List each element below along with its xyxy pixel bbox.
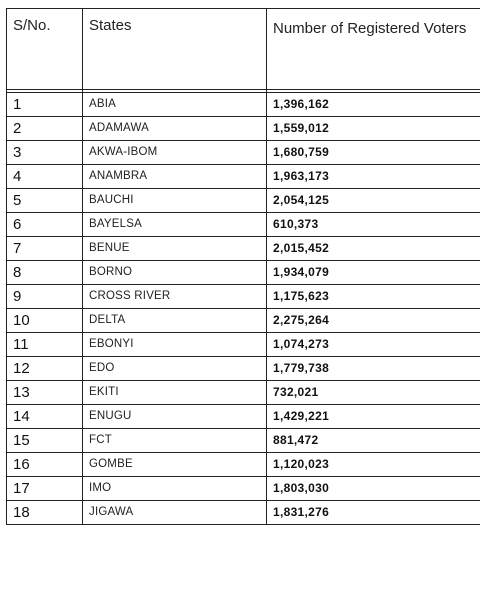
cell-state-text: JIGAWA	[89, 505, 134, 519]
header-sn-label: S/No.	[13, 17, 51, 34]
cell-voters	[267, 213, 481, 237]
cell-voters-text: 2,275,264	[273, 313, 330, 327]
cell-state-text: ANAMBRA	[89, 169, 148, 183]
table-row	[7, 117, 481, 141]
cell-sn-text: 5	[13, 192, 22, 209]
table-row	[7, 405, 481, 429]
cell-voters	[267, 285, 481, 309]
cell-voters-text: 610,373	[273, 217, 319, 231]
cell-voters-text: 1,934,079	[273, 265, 330, 279]
header-cell-sn	[7, 9, 83, 90]
table-row	[7, 93, 481, 117]
cell-sn	[7, 453, 83, 477]
cell-state	[83, 429, 267, 453]
cell-state-text: EKITI	[89, 385, 119, 399]
cell-sn-text: 15	[13, 432, 30, 449]
cell-state-text: DELTA	[89, 313, 126, 327]
cell-voters-text: 2,054,125	[273, 193, 330, 207]
cell-sn-text: 8	[13, 264, 22, 281]
cell-sn-text: 11	[13, 336, 29, 353]
cell-sn-text: 10	[13, 312, 30, 329]
cell-sn	[7, 189, 83, 213]
table-row	[7, 453, 481, 477]
cell-sn-text: 16	[13, 456, 30, 473]
cell-state	[83, 357, 267, 381]
cell-sn-text: 3	[13, 144, 22, 161]
cell-state	[83, 285, 267, 309]
cell-state	[83, 405, 267, 429]
cell-voters-text: 1,779,738	[273, 361, 330, 375]
cell-voters-text: 1,074,273	[273, 337, 330, 351]
cell-sn-text: 7	[13, 240, 22, 257]
cell-state-text: BORNO	[89, 265, 133, 279]
cell-sn-text: 6	[13, 216, 22, 233]
cell-voters-text: 732,021	[273, 385, 319, 399]
cell-sn-text: 12	[13, 360, 30, 377]
cell-voters	[267, 381, 481, 405]
table-row	[7, 213, 481, 237]
table-row	[7, 357, 481, 381]
cell-voters	[267, 141, 481, 165]
header-cell-voters	[267, 9, 481, 90]
cell-sn	[7, 261, 83, 285]
cell-voters-text: 1,120,023	[273, 457, 330, 471]
cell-sn-text: 18	[13, 504, 30, 521]
cell-voters	[267, 405, 481, 429]
cell-voters-text: 1,803,030	[273, 481, 330, 495]
cell-voters	[267, 165, 481, 189]
cell-state-text: AKWA-IBOM	[89, 145, 158, 159]
header-cell-state	[83, 9, 267, 90]
cell-state	[83, 117, 267, 141]
cell-voters-text: 1,429,221	[273, 409, 330, 423]
cell-sn	[7, 477, 83, 501]
cell-state-text: CROSS RIVER	[89, 289, 171, 303]
cell-voters-text: 1,831,276	[273, 505, 330, 519]
cell-sn	[7, 381, 83, 405]
cell-sn	[7, 357, 83, 381]
cell-state	[83, 477, 267, 501]
cell-state-text: ABIA	[89, 97, 117, 111]
table-row	[7, 237, 481, 261]
cell-voters	[267, 453, 481, 477]
cell-state	[83, 237, 267, 261]
cell-state-text: EBONYI	[89, 337, 134, 351]
table-row	[7, 333, 481, 357]
cell-sn	[7, 93, 83, 117]
cell-sn-text: 9	[13, 288, 22, 305]
cell-voters	[267, 117, 481, 141]
table-row	[7, 261, 481, 285]
table-row	[7, 477, 481, 501]
cell-sn	[7, 237, 83, 261]
cell-state-text: BENUE	[89, 241, 130, 255]
table-row	[7, 165, 481, 189]
cell-voters	[267, 261, 481, 285]
cell-sn	[7, 141, 83, 165]
cell-voters	[267, 429, 481, 453]
cell-state-text: EDO	[89, 361, 115, 375]
cell-voters-text: 881,472	[273, 433, 319, 447]
cell-state	[83, 453, 267, 477]
table-row	[7, 429, 481, 453]
cell-voters	[267, 189, 481, 213]
cell-voters	[267, 333, 481, 357]
table-row	[7, 501, 481, 525]
cell-sn	[7, 165, 83, 189]
cell-sn	[7, 429, 83, 453]
table-header	[7, 9, 481, 90]
cell-voters	[267, 309, 481, 333]
cell-voters	[267, 501, 481, 525]
table-row	[7, 309, 481, 333]
cell-state	[83, 309, 267, 333]
cell-state	[83, 189, 267, 213]
cell-state	[83, 213, 267, 237]
cell-sn	[7, 213, 83, 237]
cell-sn-text: 2	[13, 120, 22, 137]
table-body	[7, 90, 481, 525]
registered-voters-table	[6, 8, 480, 525]
cell-voters-text: 1,175,623	[273, 289, 330, 303]
cell-voters-text: 1,963,173	[273, 169, 330, 183]
cell-sn	[7, 405, 83, 429]
header-row	[7, 9, 481, 90]
document-page	[6, 8, 480, 538]
table-row	[7, 141, 481, 165]
cell-sn	[7, 309, 83, 333]
table-row	[7, 189, 481, 213]
cell-state	[83, 381, 267, 405]
table-row	[7, 285, 481, 309]
cell-sn-text: 4	[13, 168, 22, 185]
cell-voters-text: 1,559,012	[273, 121, 330, 135]
cell-voters-text: 1,680,759	[273, 145, 330, 159]
cell-sn	[7, 117, 83, 141]
cell-voters	[267, 93, 481, 117]
cell-voters	[267, 357, 481, 381]
cell-sn-text: 17	[13, 480, 30, 497]
cell-state-text: BAUCHI	[89, 193, 134, 207]
cell-state-text: IMO	[89, 481, 112, 495]
cell-sn	[7, 333, 83, 357]
cell-state	[83, 501, 267, 525]
cell-state-text: BAYELSA	[89, 217, 142, 231]
cell-voters	[267, 477, 481, 501]
table-row	[7, 381, 481, 405]
cell-state-text: ADAMAWA	[89, 121, 149, 135]
cell-voters-text: 1,396,162	[273, 97, 330, 111]
cell-voters	[267, 237, 481, 261]
cell-voters-text: 2,015,452	[273, 241, 330, 255]
header-state-label: States	[89, 17, 132, 34]
cell-sn-text: 13	[13, 384, 30, 401]
cell-state	[83, 141, 267, 165]
cell-state	[83, 165, 267, 189]
cell-sn-text: 1	[13, 96, 22, 113]
cell-state	[83, 333, 267, 357]
cell-state-text: ENUGU	[89, 409, 132, 423]
cell-state-text: FCT	[89, 433, 112, 447]
cell-state	[83, 93, 267, 117]
cell-sn-text: 14	[13, 408, 30, 425]
header-voters-label: Number of Registered Voters	[273, 20, 467, 37]
cell-sn	[7, 285, 83, 309]
cell-state-text: GOMBE	[89, 457, 133, 471]
cell-sn	[7, 501, 83, 525]
cell-state	[83, 261, 267, 285]
